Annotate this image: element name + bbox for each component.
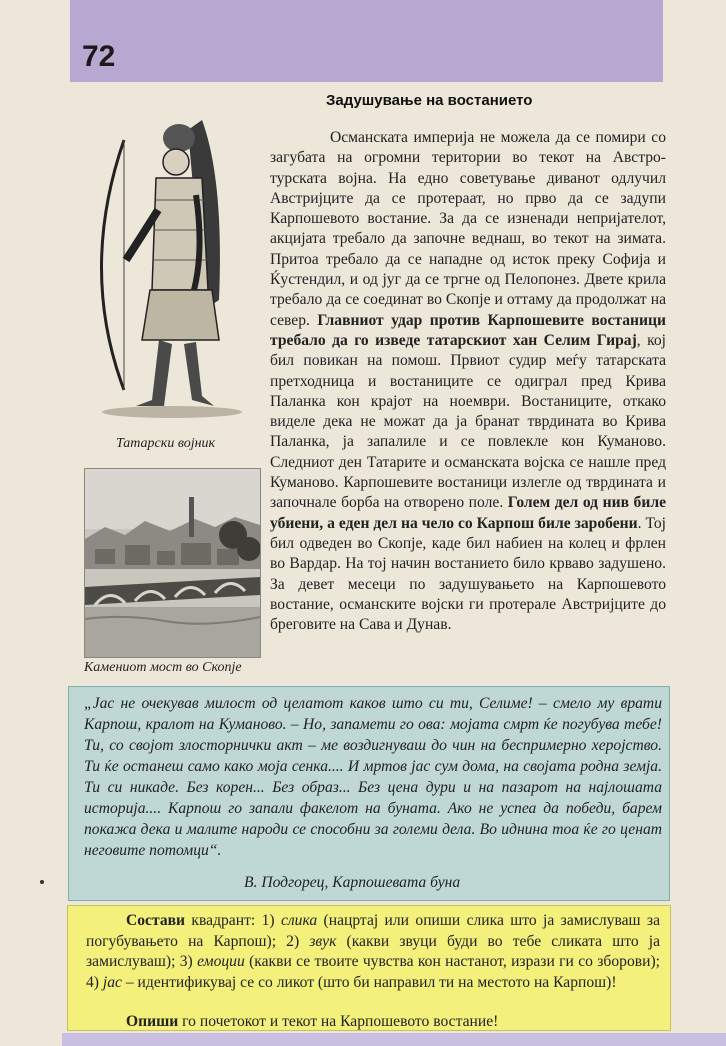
section-title: Задушување на востанието xyxy=(326,92,533,109)
task-item-1: слика xyxy=(280,912,318,929)
task-text-4: – идентификувај се со ликот (што би направил ти на местото на Карпош)! xyxy=(121,973,617,991)
body-text-part-1: Османската империја не можела да се помири со загубата на огромни територии во текот на Австро-турската војна. На едно советување диванот одлучил Австријците да се протераат, но прво да се задупи Карпошевото востание. За да се изненади непријателот, акцијата требало да започне веднаш, во текот на зимата. Притоа требало да се нападне од исток преку Софија и Ќустендил, и од југ да се тргне од Пелопонез. Двете крила требало да се соединат во Скопје и оттаму да продолжат на север. xyxy=(270,129,666,329)
task-line2-bold: Опиши xyxy=(126,1013,179,1030)
body-text-bold-1: Главниот удар против Карпошевите востаници требало да го изведе татарскиот хан Селим Гирај xyxy=(270,311,666,349)
task-line2-text: го почетокот и текот на Карпошевото востание! xyxy=(178,1013,499,1030)
margin-dot xyxy=(40,880,44,884)
body-text xyxy=(270,128,666,635)
body-text-bold-2: Голем дел од нив биле убиени, а еден дел на чело со Карпош биле заробени xyxy=(270,494,666,532)
task-text-2: (какви звуци буди во тебе сликата што ја замислуваш); 3) xyxy=(86,932,660,971)
page-number: 72 xyxy=(82,40,116,73)
task-item-2: звук xyxy=(309,932,337,950)
task-line-2 xyxy=(126,1013,498,1031)
task-lead: квадрант: 1) xyxy=(185,912,281,929)
task-text-1: (нацртај или опиши слика што ја замислуваш за погубувањето на Карпош); 2) xyxy=(86,912,661,950)
header-band xyxy=(70,0,663,82)
quote-text: „Јас не очекував милост од целатот каков што си ти, Селиме! – смело му врати Карпош, кралот на Куманово. – Но, запамети го ова: мојата смрт ќе погубува тебе! Ти, со својот злосторнички акт – ме воздигнуваш до чин на беспримерно херојство. Ти ќе останеш само како моја сенка.... И мртов јас сум дома, на својата родна земја. Ти си никаде. Без корен... Без образ... Без цена дури и на пазарот на најлошата историја.... Карпош го запали факелот на буната. Ако не успеа да победи, барем покажа дека и малите народи се способни за големи дела. Во иднина тоа ќе го ценат неговите потомци“. xyxy=(84,695,662,859)
stone-bridge-photo xyxy=(84,468,261,658)
body-text-part-3: . Тој бил одведен во Скопје, каде бил набиен на колец и фрлен во Вардар. На тој начин востанието било крваво задушено. За девет месеци по задушувањето на Карпошевото востание, османските војски ги протерале Австријците до бреговите на Сава и Дунав. xyxy=(270,514,667,634)
task-lead-bold: Состави xyxy=(126,912,186,929)
task-text-3: (какви се твоите чувства кон настанот, изрази ги со зборови); 4) xyxy=(86,953,660,991)
body-text-part-2: , кој бил повикан на помош. Првиот судир меѓу татарската претходница и востаниците се одиграл пред Крива Паланка кон крајот на ноември. Востаниците, откако виделе дека не можат да ја бранат тврдината во Крива Паланка, ја запалиле и се повлекле кон Куманово. Следниот ден Татарите и османската војска се нашле пред Куманово. Карпошевите востаници излегле од тврдината и започнале борба на отворено поле. xyxy=(270,331,666,512)
task-text xyxy=(86,911,660,993)
task-item-4: јас xyxy=(102,973,122,991)
footer-band xyxy=(62,1033,726,1046)
caption-stone-bridge: Камениот мост во Скопје xyxy=(84,660,242,675)
caption-tatar-warrior: Татарски војник xyxy=(116,436,216,451)
tatar-warrior-illustration xyxy=(84,100,254,420)
task-item-3: емоции xyxy=(197,953,245,971)
quote-source: В. Подгорец, Карпошевата буна xyxy=(244,874,461,891)
